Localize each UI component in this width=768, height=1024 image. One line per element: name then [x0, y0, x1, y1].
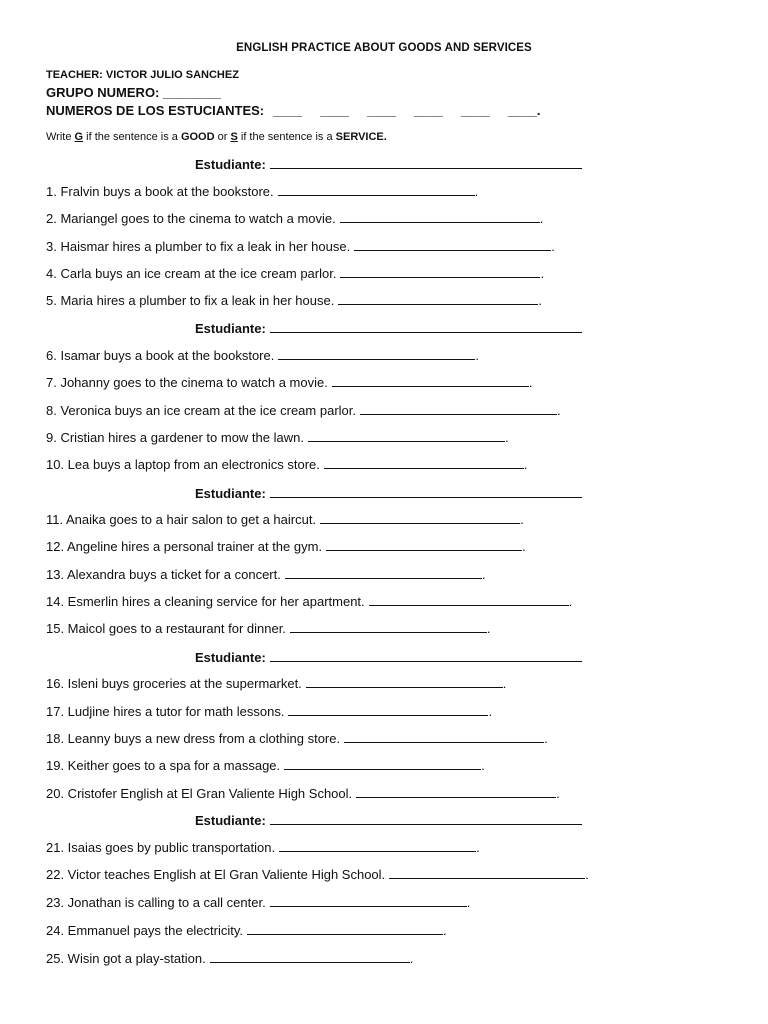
instructions-service: SERVICE. — [335, 131, 387, 143]
question-text: 17. Ludjine hires a tutor for math lessons. — [46, 704, 285, 719]
period: . — [568, 594, 573, 609]
answer-blank — [356, 786, 556, 798]
period: . — [502, 676, 507, 691]
answer-blank — [288, 704, 488, 716]
period: . — [551, 239, 555, 254]
question-item — [46, 621, 491, 636]
question-item — [46, 184, 478, 199]
period: . — [481, 758, 485, 773]
question-item — [46, 539, 526, 554]
question-item — [46, 951, 413, 966]
period: . — [474, 184, 479, 199]
question-item — [46, 512, 524, 527]
question-item — [46, 676, 506, 691]
period: . — [556, 786, 560, 801]
answer-blank — [354, 239, 551, 251]
answer-blank — [360, 403, 557, 415]
question-item — [46, 758, 485, 773]
answer-blank — [332, 375, 529, 387]
question-text: 7. Johanny goes to the cinema to watch a movie. — [46, 375, 328, 390]
question-item — [46, 239, 555, 254]
question-text: 12. Angeline hires a personal trainer at the gym. — [46, 539, 323, 554]
student-numbers-label: NUMEROS DE LOS ESTUCIANTES: — [46, 103, 265, 118]
answer-blank — [247, 923, 443, 935]
question-item — [46, 704, 492, 719]
student-name-line — [195, 649, 582, 665]
period: . — [539, 211, 544, 226]
question-text: 1. Fralvin buys a book at the bookstore. — [46, 184, 274, 199]
answer-blank — [389, 867, 585, 879]
student-name-blank — [270, 485, 582, 498]
question-text: 15. Maicol goes to a restaurant for dinner. — [46, 621, 286, 636]
answer-blank — [369, 594, 569, 606]
question-item — [46, 567, 485, 582]
instructions-text: Write — [46, 131, 75, 143]
instructions-good: GOOD — [180, 131, 215, 143]
period: . — [504, 430, 509, 445]
period: . — [540, 266, 545, 281]
answer-blank — [210, 951, 410, 963]
instructions-s: S — [230, 131, 238, 143]
answer-blank — [285, 567, 482, 579]
period: . — [544, 731, 548, 746]
question-item — [46, 211, 543, 226]
answer-blank — [290, 621, 487, 633]
question-text: 16. Isleni buys groceries at the supermarket. — [46, 676, 302, 691]
period: . — [520, 512, 524, 527]
answer-blank — [344, 731, 544, 743]
instructions — [46, 131, 387, 143]
question-text: 13. Alexandra buys a ticket for a concert. — [46, 567, 281, 582]
answer-blank — [278, 348, 475, 360]
period: . — [523, 457, 528, 472]
student-name-blank — [270, 812, 582, 825]
student-label: Estudiante: — [195, 321, 266, 336]
period: . — [409, 951, 414, 966]
period: . — [443, 923, 447, 938]
answer-blank — [306, 676, 503, 688]
question-text: 19. Keither goes to a spa for a massage. — [46, 758, 281, 773]
period: . — [538, 293, 542, 308]
period: . — [585, 867, 589, 882]
question-text: 2. Mariangel goes to the cinema to watch a movie. — [46, 211, 336, 226]
period: . — [557, 403, 561, 418]
question-text: 24. Emmanuel pays the electricity. — [46, 923, 244, 938]
student-label: Estudiante: — [195, 157, 266, 172]
question-text: 5. Maria hires a plumber to fix a leak in her house. — [46, 293, 335, 308]
question-item — [46, 266, 544, 281]
question-item — [46, 293, 542, 308]
period: . — [528, 375, 533, 390]
answer-blank — [278, 184, 475, 196]
question-item — [46, 375, 532, 390]
instructions-text: if the sentence is a — [237, 131, 336, 143]
question-item — [46, 923, 447, 938]
student-name-blank — [270, 320, 582, 333]
student-name-line — [195, 485, 582, 501]
student-label: Estudiante: — [195, 486, 266, 501]
student-name-blank — [270, 156, 582, 169]
question-text: 18. Leanny buys a new dress from a clothing store. — [46, 731, 341, 746]
answer-blank — [279, 840, 476, 852]
question-item — [46, 786, 560, 801]
question-text: 22. Victor teaches English at El Gran Valiente High School. — [46, 867, 386, 882]
instructions-g: G — [74, 131, 84, 143]
student-name-line — [195, 812, 582, 828]
question-item — [46, 430, 509, 445]
question-item — [46, 594, 572, 609]
answer-blank — [270, 895, 467, 907]
question-item — [46, 867, 589, 882]
question-text: 11. Anaika goes to a hair salon to get a haircut. — [46, 512, 317, 527]
question-item — [46, 403, 561, 418]
period: . — [466, 895, 471, 910]
question-text: 14. Esmerlin hires a cleaning service for her apartment. — [46, 594, 365, 609]
page-title: ENGLISH PRACTICE ABOUT GOODS AND SERVICES — [236, 42, 532, 54]
question-text: 4. Carla buys an ice cream at the ice cream parlor. — [46, 266, 337, 281]
student-name-line — [195, 156, 582, 172]
group-number: GRUPO NUMERO: ________ — [46, 85, 221, 100]
answer-blank — [308, 430, 505, 442]
answer-blank — [284, 758, 481, 770]
question-text: 9. Cristian hires a gardener to mow the lawn. — [46, 430, 304, 445]
question-text: 3. Haismar hires a plumber to fix a leak in her house. — [46, 239, 351, 254]
question-item — [46, 731, 548, 746]
question-text: 20. Cristofer English at El Gran Valiente High School. — [46, 786, 353, 801]
student-name-line — [195, 320, 582, 336]
period: . — [476, 840, 480, 855]
instructions-text: if the sentence is a — [83, 131, 181, 143]
answer-blank — [338, 293, 538, 305]
instructions-text: or — [214, 131, 231, 143]
question-item — [46, 348, 479, 363]
answer-blank — [340, 211, 540, 223]
question-text: 6. Isamar buys a book at the bookstore. — [46, 348, 275, 363]
student-label: Estudiante: — [195, 813, 266, 828]
question-text: 8. Veronica buys an ice cream at the ice cream parlor. — [46, 403, 356, 418]
period: . — [475, 348, 479, 363]
question-text: 10. Lea buys a laptop from an electronics store. — [46, 457, 320, 472]
student-numbers-blanks: ____ ____ ____ ____ ____ ____. — [273, 103, 541, 118]
answer-blank — [340, 266, 540, 278]
question-item — [46, 457, 528, 472]
question-text: 21. Isaias goes by public transportation. — [46, 840, 276, 855]
period: . — [488, 704, 493, 719]
question-text: 25. Wisin got a play-station. — [46, 951, 206, 966]
teacher-name: TEACHER: VICTOR JULIO SANCHEZ — [46, 69, 239, 81]
answer-blank — [320, 512, 520, 524]
answer-blank — [326, 539, 522, 551]
period: . — [481, 567, 486, 582]
student-name-blank — [270, 649, 582, 662]
question-text: 23. Jonathan is calling to a call center. — [46, 895, 266, 910]
period: . — [486, 621, 491, 636]
question-item — [46, 840, 480, 855]
answer-blank — [324, 457, 524, 469]
period: . — [522, 539, 526, 554]
question-item — [46, 895, 470, 910]
student-label: Estudiante: — [195, 650, 266, 665]
